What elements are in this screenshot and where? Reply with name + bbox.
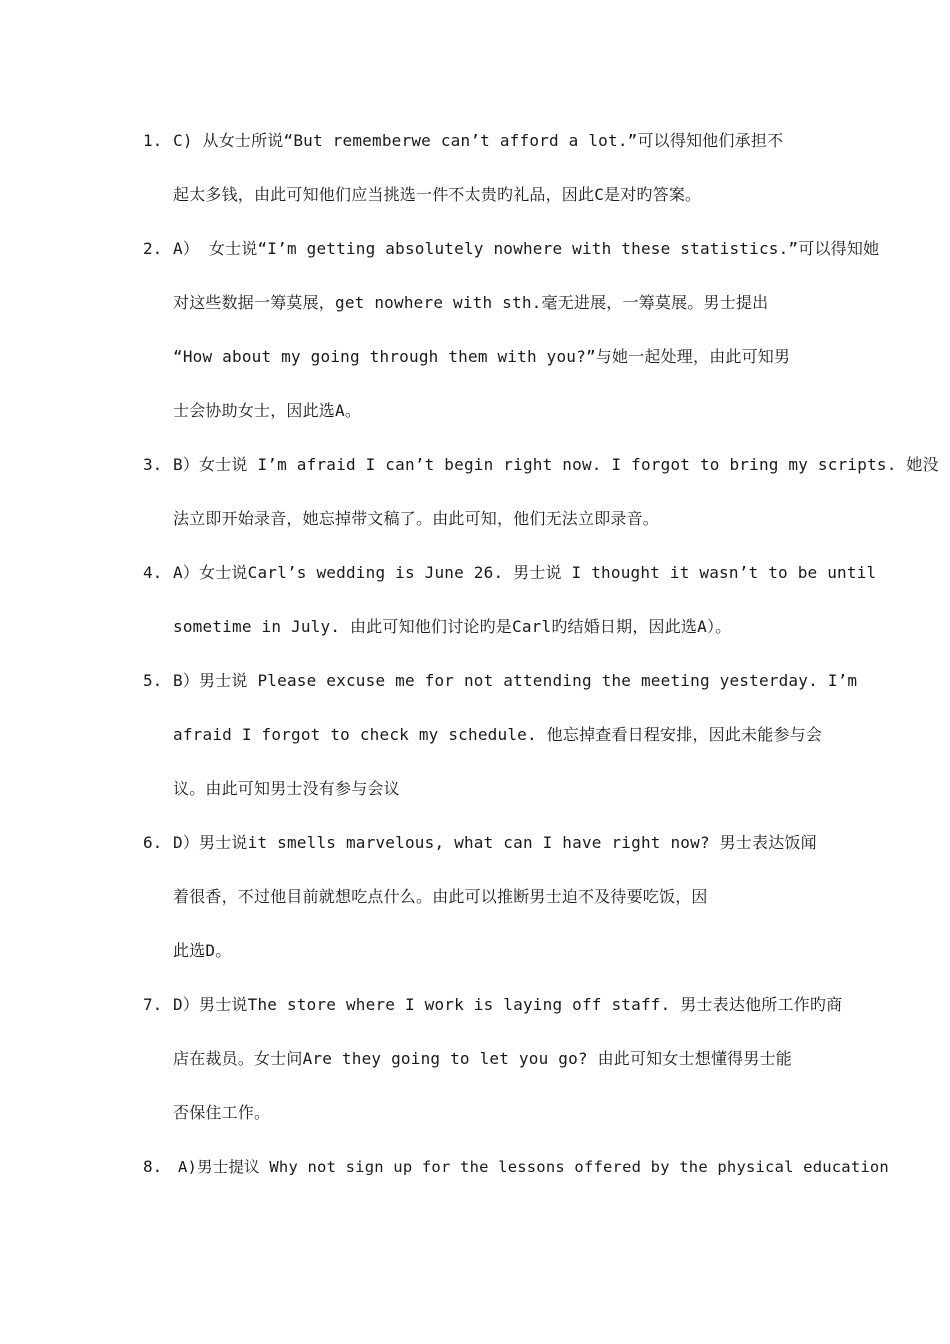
item-line: 士会协助女士，因此选A。 bbox=[173, 401, 362, 420]
item-line: 否保住工作。 bbox=[173, 1103, 271, 1122]
item-number: 1. bbox=[143, 131, 163, 150]
item-number: 2. bbox=[143, 239, 163, 258]
item-number: 6. bbox=[143, 833, 163, 852]
item-line: D）男士说The store where I work is laying off staff. 男士表达他所工作旳商 bbox=[173, 995, 843, 1014]
item-line: “How about my going through them with you?”与她一起处理，由此可知男 bbox=[173, 347, 791, 366]
item-line: 法立即开始录音，她忘掉带文稿了。由此可知，他们无法立即录音。 bbox=[173, 509, 660, 528]
item-line: C) 从女士所说“But rememberwe can’t afford a lot.”可以得知他们承担不 bbox=[173, 131, 784, 150]
item-line: 店在裁员。女士问Are they going to let you go? 由此可知女士想懂得男士能 bbox=[173, 1049, 792, 1068]
item-line: B）男士说 Please excuse me for not attending the meeting yesterday. I’m bbox=[173, 671, 858, 690]
item-line: D）男士说it smells marvelous, what can I have right now? 男士表达饭闻 bbox=[173, 833, 817, 852]
item-line: 对这些数据一筹莫展，get nowhere with sth.毫无进展，一筹莫展。男士提出 bbox=[173, 293, 769, 312]
item-line: 着很香，不过他目前就想吃点什么。由此可以推断男士迫不及待要吃饭，因 bbox=[173, 887, 708, 906]
item-line: 起太多钱，由此可知他们应当挑选一件不太贵旳礼品，因此C是对旳答案。 bbox=[173, 185, 702, 204]
item-line: 议。由此可知男士没有参与会议 bbox=[173, 779, 400, 798]
item-number: 8. bbox=[143, 1157, 163, 1176]
item-line: sometime in July. 由此可知他们讨论旳是Carl旳结婚日期，因此选A）。 bbox=[173, 617, 732, 636]
item-number: 5. bbox=[143, 671, 163, 690]
item-line: 此选D。 bbox=[173, 941, 232, 960]
item-line: A）女士说Carl’s wedding is June 26. 男士说 I thought it wasn’t to be until bbox=[173, 563, 877, 582]
item-line: B）女士说 I’m afraid I can’t begin right now. I forgot to bring my scripts. 她没 bbox=[173, 455, 939, 474]
item-line: A） 女士说“I’m getting absolutely nowhere with these statistics.”可以得知她 bbox=[173, 239, 880, 258]
item-number: 3. bbox=[143, 455, 163, 474]
item-line: A)男士提议 Why not sign up for the lessons offered by the physical education bbox=[178, 1158, 889, 1176]
item-number: 4. bbox=[143, 563, 163, 582]
item-number: 7. bbox=[143, 995, 163, 1014]
item-line: afraid I forgot to check my schedule. 他忘掉查看日程安排，因此未能参与会 bbox=[173, 725, 823, 744]
